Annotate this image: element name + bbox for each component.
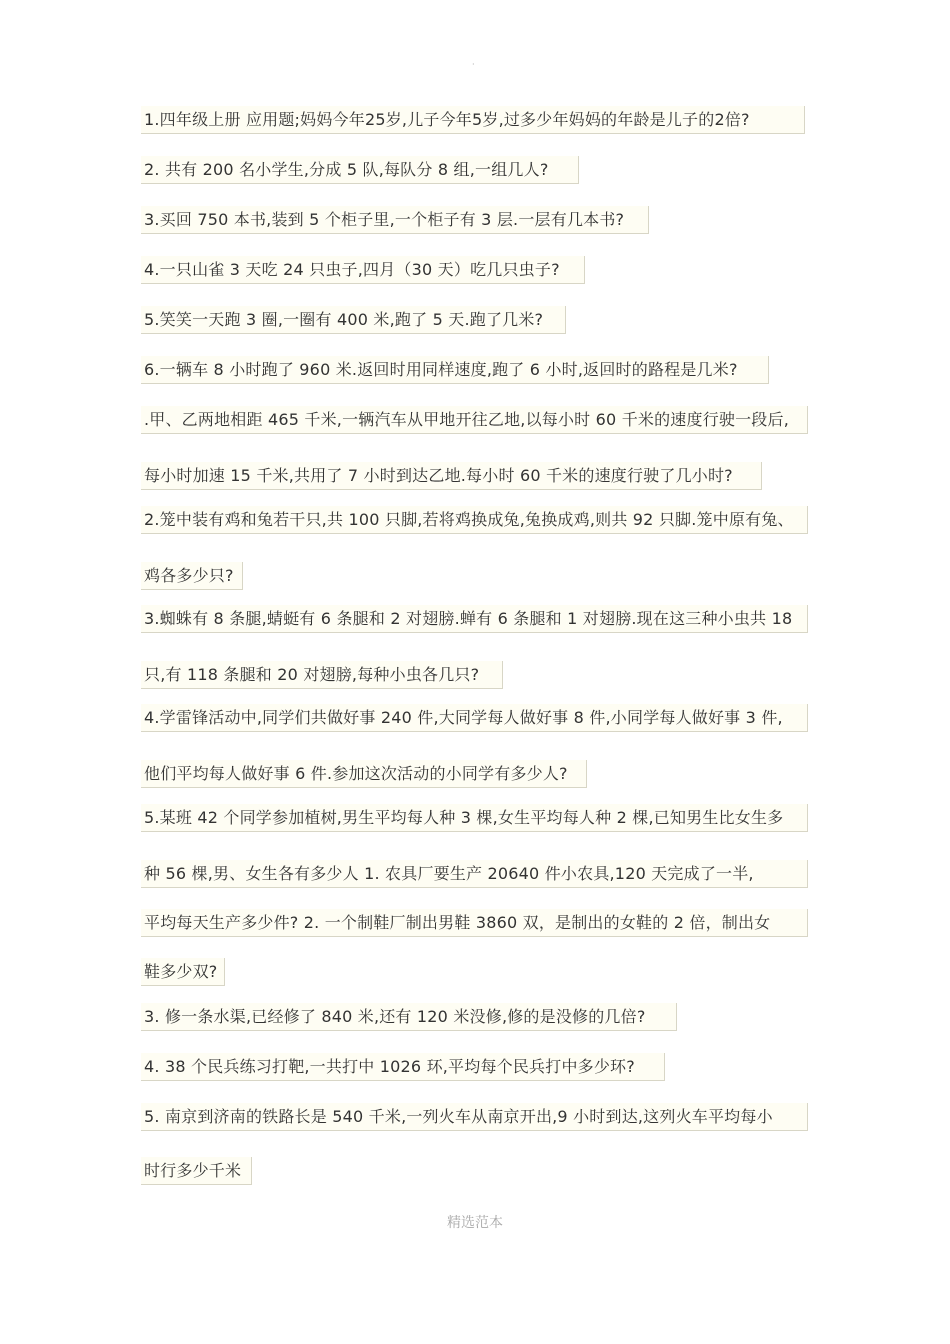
page-footer: 精选范本: [447, 1215, 503, 1231]
text-line: 3.蜘蛛有 8 条腿,蜻蜓有 6 条腿和 2 对翅膀.蝉有 6 条腿和 1 对翅膀.现在这三种小虫共 18: [141, 605, 808, 633]
text-line: 种 56 棵,男、女生各有多少人 1. 农具厂要生产 20640 件小农具,120 天完成了一半,: [141, 860, 808, 888]
text-line: 4. 38 个民兵练习打靶,一共打中 1026 环,平均每个民兵打中多少环?: [141, 1053, 665, 1081]
text-line: 5.笑笑一天跑 3 圈,一圈有 400 米,跑了 5 天.跑了几米?: [141, 306, 566, 334]
text-line: 6.一辆车 8 小时跑了 960 米.返回时用同样速度,跑了 6 小时,返回时的路程是几米?: [141, 356, 769, 384]
text-line: 5. 南京到济南的铁路长是 540 千米,一列火车从南京开出,9 小时到达,这列火车平均每小: [141, 1103, 808, 1131]
text-line: 每小时加速 15 千米,共用了 7 小时到达乙地.每小时 60 千米的速度行驶了几小时?: [141, 462, 762, 490]
text-line: 1.四年级上册 应用题;妈妈今年25岁,儿子今年5岁,过多少年妈妈的年龄是儿子的2倍?: [141, 106, 805, 134]
text-line: 时行多少千米: [141, 1157, 252, 1185]
text-line: 平均每天生产多少件? 2. 一个制鞋厂制出男鞋 3860 双，是制出的女鞋的 2 倍，制出女: [141, 909, 808, 937]
text-line: 只,有 118 条腿和 20 对翅膀,每种小虫各几只?: [141, 661, 503, 689]
text-line: 4.一只山雀 3 天吃 24 只虫子,四月（30 天）吃几只虫子?: [141, 256, 585, 284]
text-line: 2.笼中装有鸡和兔若干只,共 100 只脚,若将鸡换成兔,兔换成鸡,则共 92 只脚.笼中原有兔、: [141, 506, 808, 534]
text-line: 他们平均每人做好事 6 件.参加这次活动的小同学有多少人?: [141, 760, 587, 788]
text-line: 5.某班 42 个同学参加植树,男生平均每人种 3 棵,女生平均每人种 2 棵,已知男生比女生多: [141, 804, 808, 832]
text-line: 鞋多少双?: [141, 958, 225, 986]
text-line: 鸡各多少只?: [141, 562, 243, 590]
text-line: 2. 共有 200 名小学生,分成 5 队,每队分 8 组,一组几人?: [141, 156, 579, 184]
text-line: 3.买回 750 本书,装到 5 个柜子里,一个柜子有 3 层.一层有几本书?: [141, 206, 649, 234]
header-mark: ·: [472, 60, 475, 69]
text-line: .甲、乙两地相距 465 千米,一辆汽车从甲地开往乙地,以每小时 60 千米的速度行驶一段后,: [141, 406, 808, 434]
text-line: 4.学雷锋活动中,同学们共做好事 240 件,大同学每人做好事 8 件,小同学每人做好事 3 件,: [141, 704, 808, 732]
text-line: 3. 修一条水渠,已经修了 840 米,还有 120 米没修,修的是没修的几倍?: [141, 1003, 677, 1031]
